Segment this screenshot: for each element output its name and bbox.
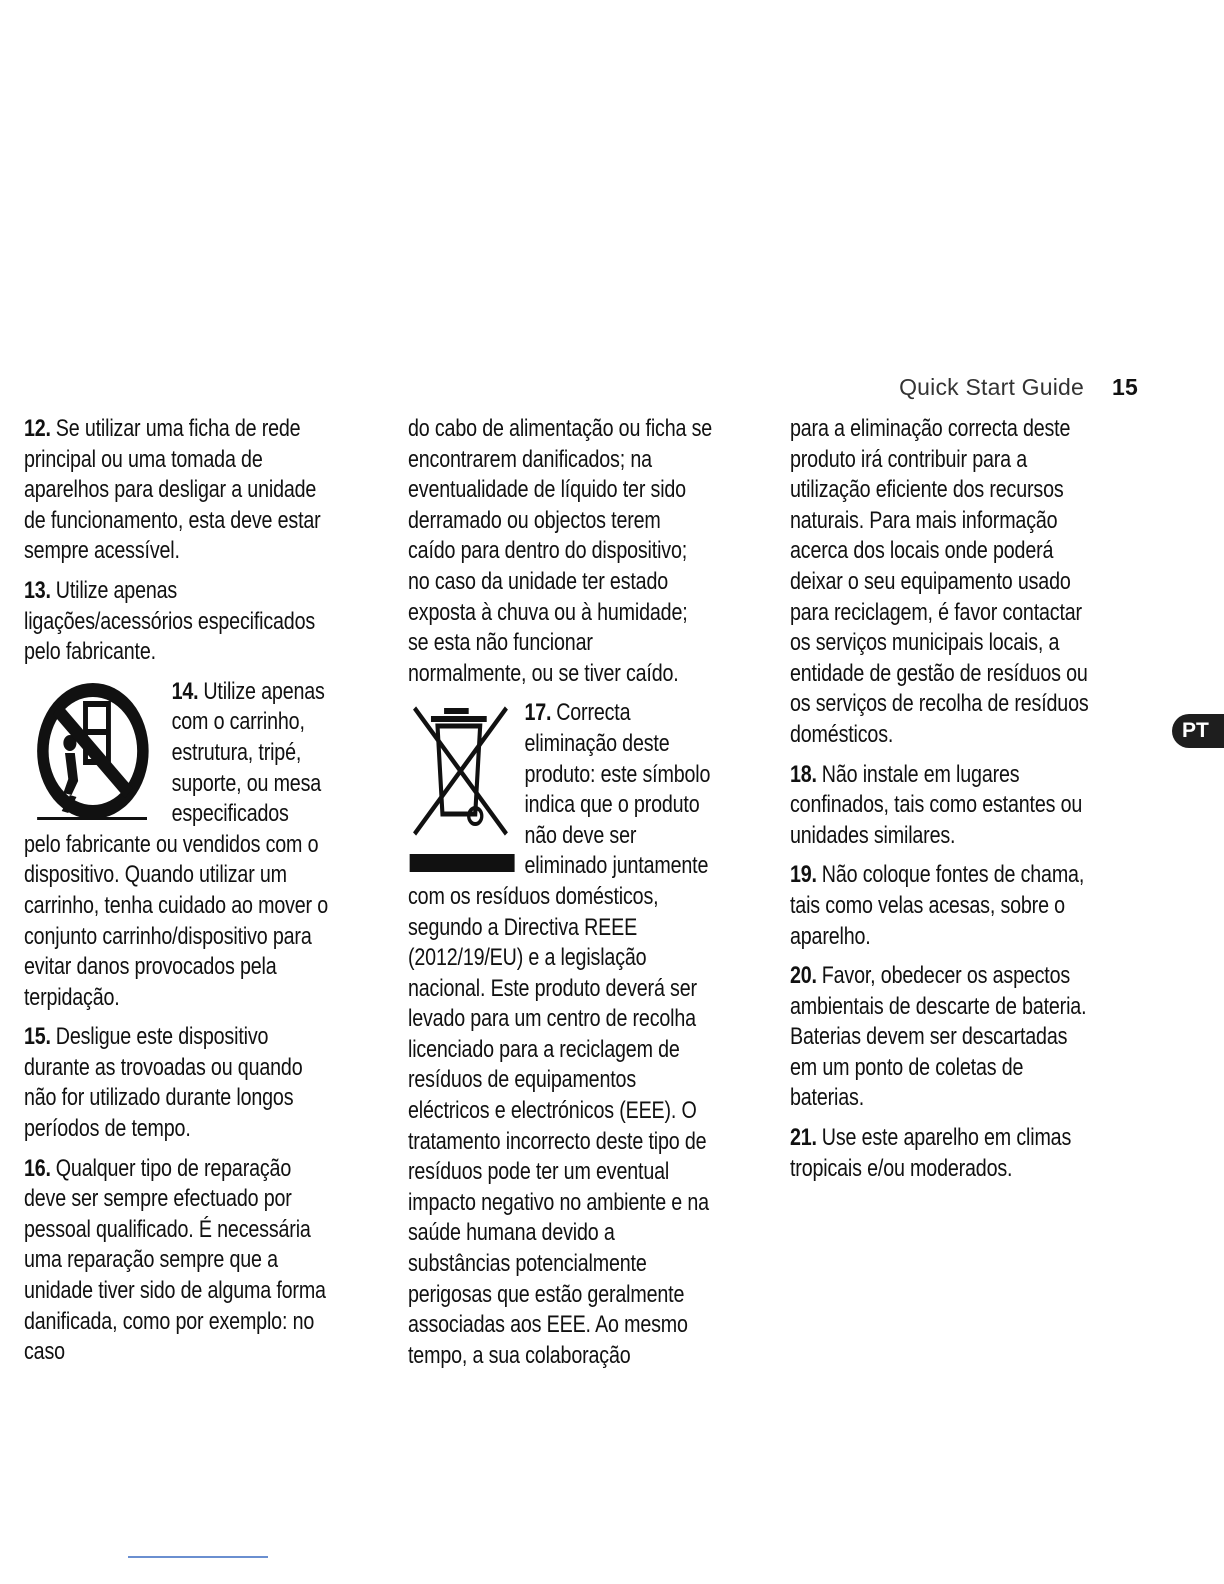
item-21: 21. Use este aparelho em climas tropicais e/ou moderados. (790, 1124, 1072, 1182)
column-3 (790, 414, 1095, 1193)
guide-title: Quick Start Guide (899, 374, 1085, 400)
column-1 (24, 414, 329, 1368)
item-13: 13. Utilize apenas ligações/acessórios especificados pelo fabricante. (24, 576, 316, 666)
footer-line (128, 1556, 268, 1558)
item-15: 15. Desligue este dispositivo durante as trovoadas ou quando não for utilizado durante longos períodos de tempo. (24, 1023, 303, 1143)
page-header (899, 374, 1138, 401)
weee-bin-icon (408, 702, 516, 872)
column-2 (408, 414, 713, 1371)
page-number: 15 (1112, 374, 1138, 400)
item-20: 20. Favor, obedecer os aspectos ambientais de descarte de bateria. Baterias devem ser descartadas em um ponto de coletas de baterias. (790, 962, 1087, 1112)
item-19: 19. Não coloque fontes de chama, tais como velas acesas, sobre o aparelho. (790, 861, 1085, 950)
item-14: 14. Utilize apenas com o carrinho, estrutura, tripé, suporte, ou mesa especificados pelo fabricante ou vendidos com o dispositivo. Quando utilizar um carrinho, tenha cuidado ao mover o conjunto carrinho/dispositivo para evitar danos provocados pela terpidação. (24, 677, 329, 1011)
item-16: 16. Qualquer tipo de reparação deve ser sempre efectuado por pessoal qualificado. É necessária uma reparação sempre que a unidade tiver sido de alguma forma danificada, como por exemplo: no caso (24, 1154, 326, 1366)
language-tab: PT (1172, 714, 1224, 748)
item-17-continued: para a eliminação correcta deste produto irá contribuir para a utilização eficiente dos recursos naturais. Para mais informação acerca dos locais onde poderá deixar o seu equipamento usado para reciclagem, é favor contactar os serviços municipais locais, a entidade de gestão de resíduos ou os serviços de recolha de resíduos domésticos. (790, 415, 1089, 748)
cart-warning-icon (24, 679, 163, 829)
item-12: 12. Se utilizar uma ficha de rede principal ou uma tomada de aparelhos para desligar a unidade de funcionamento, esta deve estar sempre acessível. (24, 415, 321, 565)
item-18: 18. Não instale em lugares confinados, tais como estantes ou unidades similares. (790, 760, 1083, 849)
item-17: 17. Correcta eliminação deste produto: este símbolo indica que o produto não deve ser eliminado juntamente com os resíduos domésticos, segundo a Directiva REEE (2012/19/EU) e a legislação nacional. Este produto deverá ser levado para um centro de recolha licenciado para a reciclagem de resíduos de equipamentos eléctricos e electrónicos (EEE). O tratamento incorrecto deste tipo de resíduos pode ter um eventual impacto negativo no ambiente e na saúde humana devido a substâncias potencialmente perigosas que estão geralmente associadas aos EEE. Ao mesmo tempo, a sua colaboração (408, 699, 711, 1369)
item-16-continued: do cabo de alimentação ou ficha se encontrarem danificados; na eventualidade de líquido ter sido derramado ou objectos terem caído para dentro do dispositivo; no caso da unidade ter estado exposta à chuva ou à humidade; se esta não funcionar normalmente, ou se tiver caído. (408, 415, 713, 687)
